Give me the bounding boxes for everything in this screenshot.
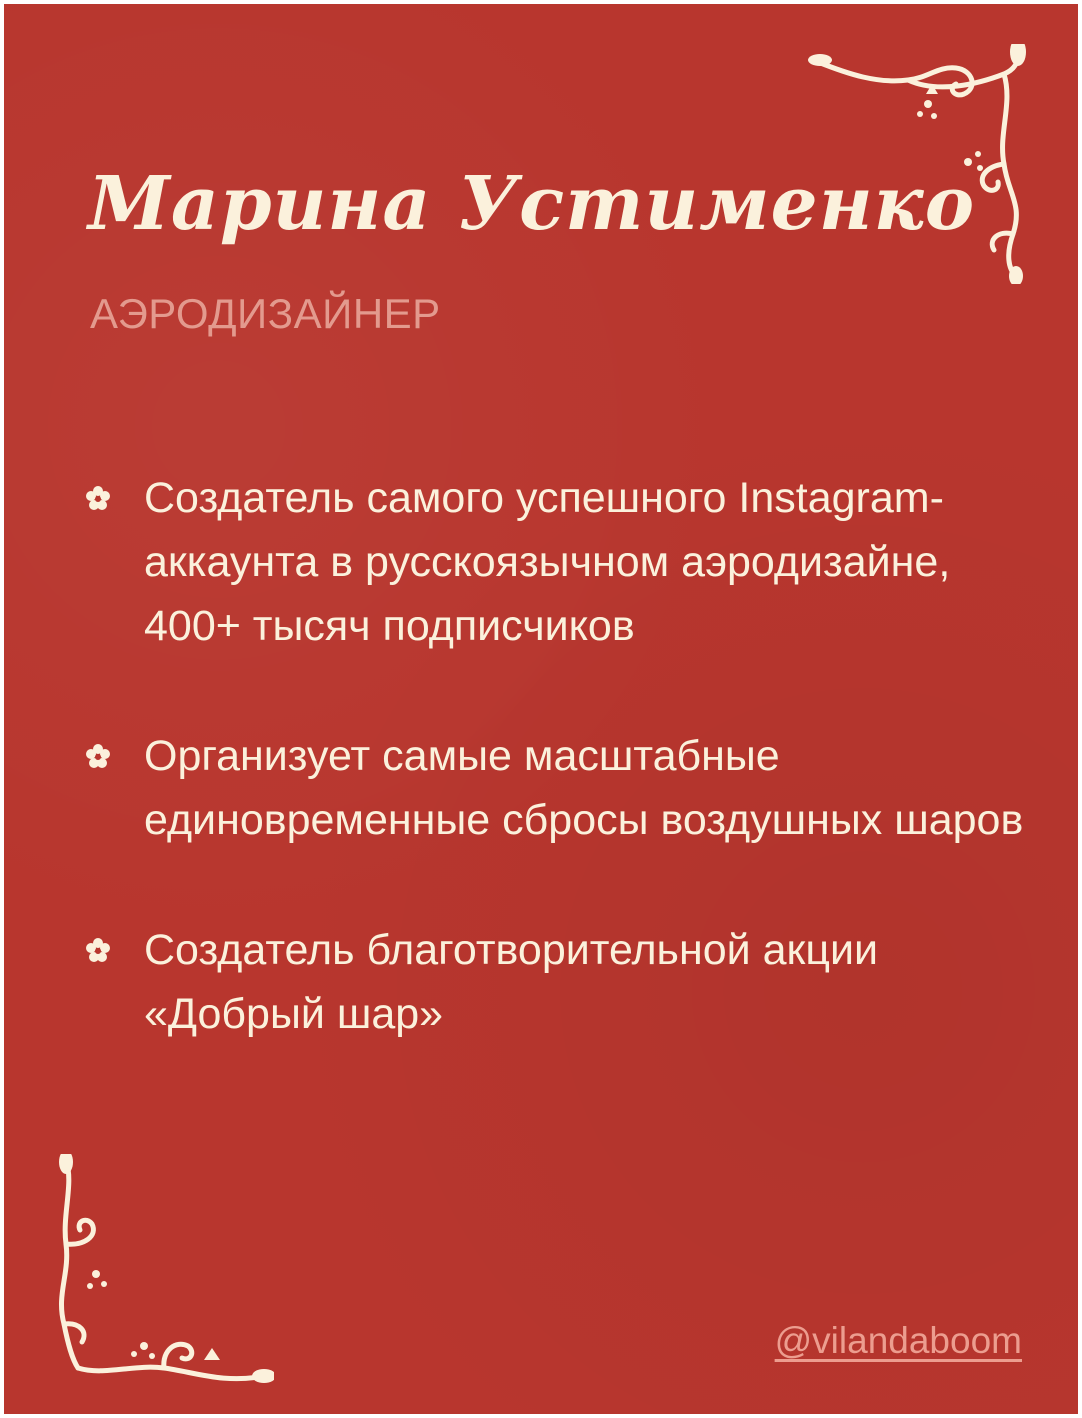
achievements-list xyxy=(86,466,1026,1046)
list-item-text: Организует самые масштабные единовременные сбросы воздушных шаров xyxy=(144,732,1024,844)
list-item xyxy=(86,466,1026,658)
profile-card xyxy=(4,4,1078,1414)
instagram-handle-link[interactable]: @vilandaboom xyxy=(774,1320,1022,1361)
flower-icon xyxy=(86,486,110,510)
profile-role: АЭРОДИЗАЙНЕР xyxy=(90,290,441,337)
list-item xyxy=(86,918,1026,1046)
flower-icon xyxy=(86,744,110,768)
flower-icon xyxy=(86,938,110,962)
list-item xyxy=(86,724,1026,852)
corner-ornament-bottom-left-icon xyxy=(44,1154,274,1394)
profile-name: Марина Устименко xyxy=(88,161,976,247)
list-item-text: Создатель благотворительной акции «Добрый шар» xyxy=(144,926,878,1038)
list-item-text: Создатель самого успешного Instagram-аккаунта в русскоязычном аэродизайне, 400+ тысяч подписчиков xyxy=(144,474,951,650)
